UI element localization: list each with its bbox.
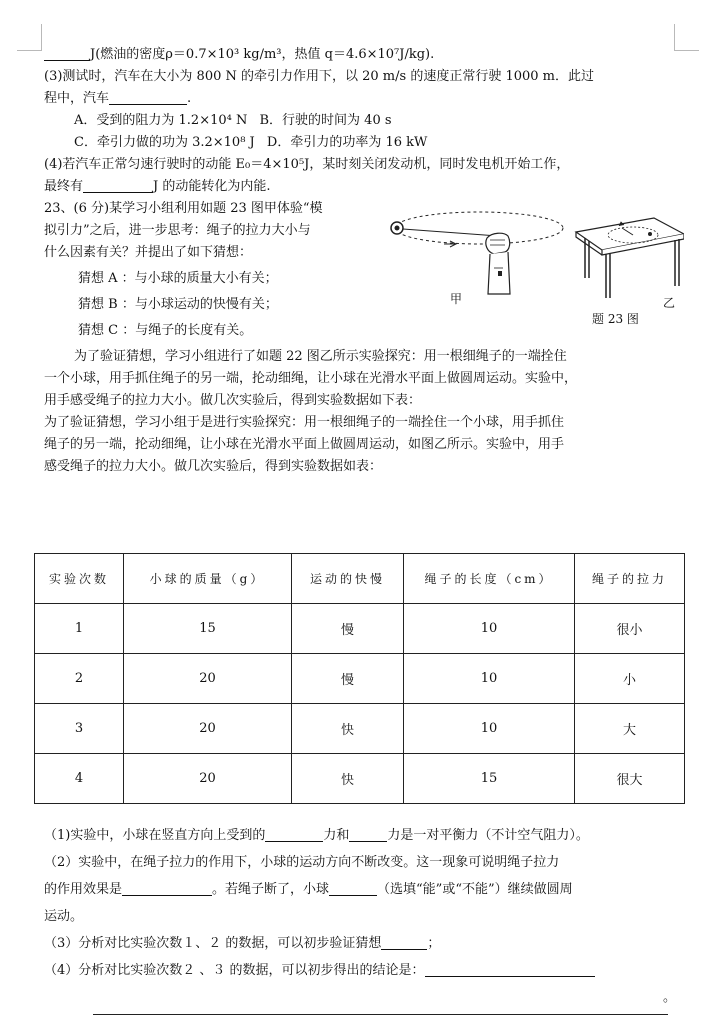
paragraph-1-line: 为了验证猜想，学习小组进行了如题 22 图乙所示实验探究：用一根细绳子的一端拴住 xyxy=(74,349,567,364)
experiment-data-table xyxy=(34,553,685,804)
guess-b: 猜想 B ：与小球运动的快慢有关； xyxy=(78,297,278,312)
table-row: 1 15 慢 10 很小 xyxy=(35,604,685,654)
paragraph-2 xyxy=(44,412,680,478)
question-3: （3）分析对比实验次数１、２ 的数据，可以初步验证猜想 ； xyxy=(44,936,441,951)
answer-blank[interactable] xyxy=(122,880,212,896)
table-header-cell: 小球的质量（g） xyxy=(124,554,292,604)
q3-stem-line2: 程中，汽车 . xyxy=(44,91,192,106)
q23-intro-line2: 拟引力”之后，进一步思考：绳子的拉力大小与 xyxy=(44,223,311,238)
table-icon xyxy=(576,218,684,298)
option-b[interactable]: B．行驶的时间为 40 s xyxy=(259,113,392,128)
paragraph-1-line: 用手感受绳子的拉力大小。做几次实验后，得到实验数据如下表： xyxy=(44,393,422,408)
answer-blank[interactable] xyxy=(44,45,90,61)
density-line xyxy=(44,44,680,66)
q4-line1: (4)若汽车正常匀速行驶时的动能 E₀＝4×10⁵J，某时刻关闭发动机，同时发电机开始工作， xyxy=(44,157,570,172)
table-header-cell: 运动的快慢 xyxy=(292,554,404,604)
question-1: （1)实验中，小球在竖直方向上受到的 力和 力是一对平衡力（不计空气阻力）。 xyxy=(44,828,589,843)
option-c[interactable]: C．牵引力做的功为 3.2×10⁸ J xyxy=(74,135,255,150)
density-text: J(燃油的密度ρ＝0.7×10³ kg/m³，热值 q＝4.6×10⁷J/kg). xyxy=(90,47,435,62)
question-2-line1: （2）实验中，在绳子拉力的作用下，小球的运动方向不断改变。这一现象可说明绳子拉力 xyxy=(44,855,560,870)
figure-23-illustration xyxy=(384,198,684,328)
answer-blank[interactable] xyxy=(265,826,323,842)
table-header-cell: 绳子的拉力 xyxy=(575,554,685,604)
question-23 xyxy=(44,198,680,346)
answer-blank[interactable] xyxy=(425,961,595,977)
answer-blank[interactable] xyxy=(83,177,153,193)
answer-blank[interactable] xyxy=(329,880,377,896)
question-2-line2: 的作用效果是 。若绳子断了，小球 （选填“能”或“不能”）继续做圆周 xyxy=(44,882,573,897)
answer-blank[interactable] xyxy=(349,826,387,842)
paragraph-1 xyxy=(44,346,680,412)
guess-c: 猜想 C ：与绳子的长度有关。 xyxy=(78,323,253,338)
q4-line2: 最终有 J 的动能转化为内能. xyxy=(44,179,271,194)
figure-caption: 题 23 图 xyxy=(592,312,639,326)
page-corner-mark-top-left xyxy=(17,24,42,51)
figure-23 xyxy=(384,198,684,348)
paragraph-2-line: 感受绳子的拉力大小。做几次实验后，得到实验数据如表： xyxy=(44,459,383,474)
q3-options-cd xyxy=(44,132,680,154)
figure-label-yi: 乙 xyxy=(663,296,676,310)
figure-label-jia: 甲 xyxy=(450,292,463,306)
option-d[interactable]: D．牵引力的功率为 16 kW xyxy=(266,135,428,150)
table-header-cell: 绳子的长度（cm） xyxy=(404,554,575,604)
table-row: 4 20 快 15 很大 xyxy=(35,754,685,804)
question-4-end: 。 xyxy=(662,990,676,1005)
answer-blank[interactable] xyxy=(381,934,427,950)
direction-arrow-icon xyxy=(444,241,456,247)
orbit-path-ellipse xyxy=(395,212,563,244)
paragraph-2-line: 绳子的另一端，抡动细绳，让小球在光滑水平面上做圆周运动，如图乙所示。实验中，用手 xyxy=(44,437,565,452)
table-row: 3 20 快 10 大 xyxy=(35,704,685,754)
table-row: 2 20 慢 10 小 xyxy=(35,654,685,704)
answer-blank[interactable] xyxy=(109,89,187,105)
table-header-cell: 实验次数 xyxy=(35,554,124,604)
question-2-line3: 运动。 xyxy=(44,909,84,924)
rope-line xyxy=(403,229,498,236)
q23-intro-line3: 什么因素有关？并提出了如下猜想： xyxy=(44,245,253,260)
q3-stem-line1: (3)测试时，汽车在大小为 800 N 的牵引力作用下，以 20 m/s 的速度正常行驶 1000 m．此过 xyxy=(44,69,594,84)
question-4: （4）分析对比实验次数２ 、３ 的数据，可以初步得出的结论是： xyxy=(44,957,684,984)
document-body xyxy=(44,44,680,478)
answer-line-continuation[interactable] xyxy=(93,1014,668,1015)
follow-up-questions xyxy=(44,822,684,1011)
guess-a: 猜想 A ：与小球的质量大小有关； xyxy=(78,271,278,286)
option-a[interactable]: A．受到的阻力为 1.2×10⁴ N xyxy=(74,113,248,128)
hand-icon xyxy=(486,233,510,294)
q3-options-ab xyxy=(44,110,680,132)
paragraph-2-line: 为了验证猜想，学习小组于是进行实验探究：用一根细绳子的一端拴住一个小球，用手抓住 xyxy=(44,415,565,430)
paragraph-1-line: 一个小球，用手抓住绳子的另一端，抡动细绳，让小球在光滑水平面上做圆周运动。实验中， xyxy=(44,371,578,386)
q23-text xyxy=(44,198,380,342)
table-header-row xyxy=(35,554,685,604)
q23-intro-line1: 23、(6 分)某学习小组利用如题 23 图甲体验“模 xyxy=(44,201,323,216)
